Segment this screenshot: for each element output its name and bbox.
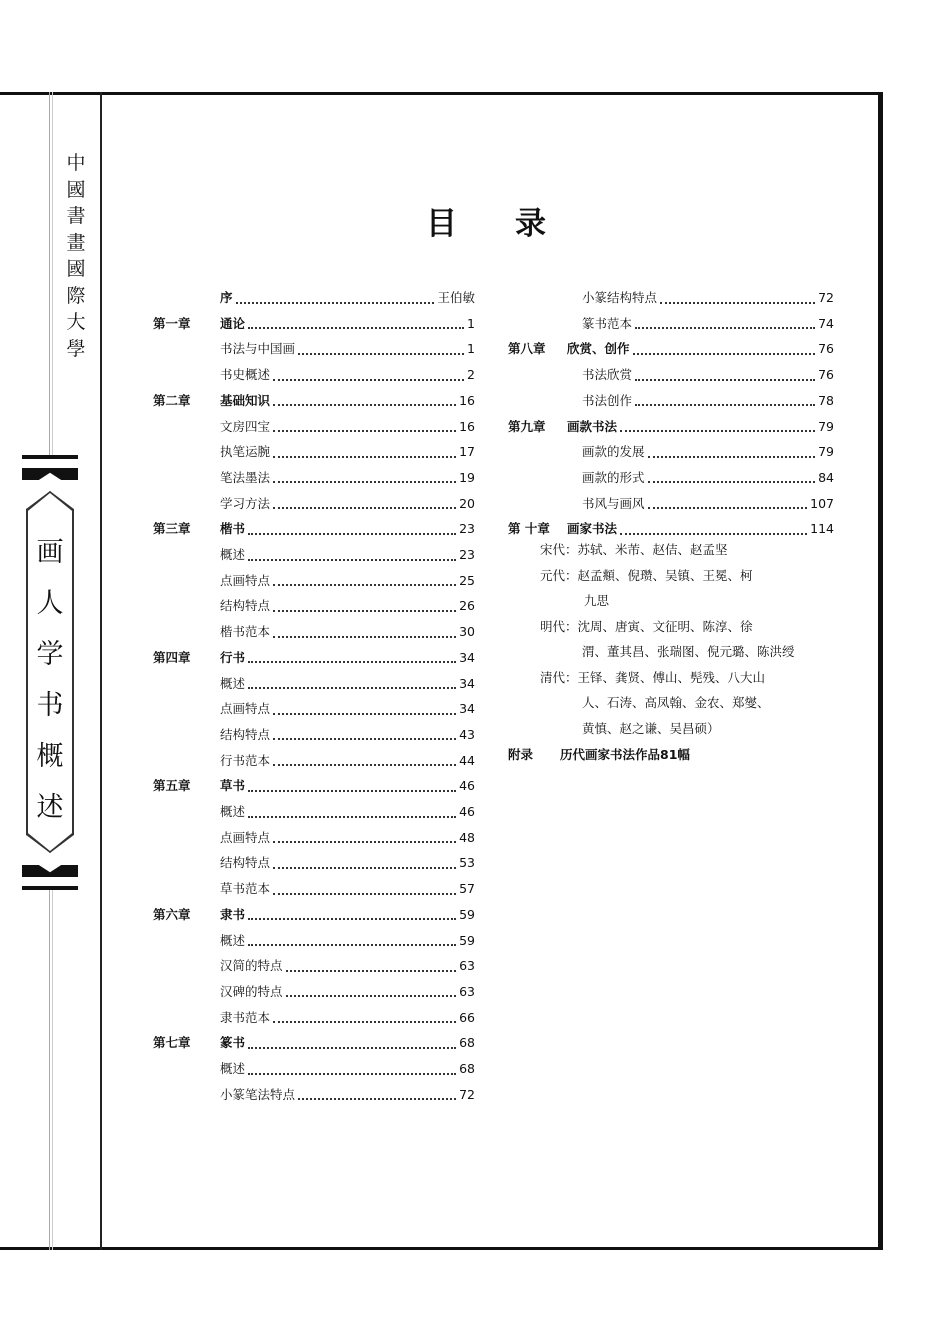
page-number: 72 [459,1086,475,1102]
toc-entry-title: 行书 [220,649,246,665]
chapter-number: 第四章 [153,649,191,665]
toc-entry-title: 结构特点 [220,598,271,614]
toc-entry-title: 画款书法 [567,418,618,434]
leader-dots [633,344,816,355]
book-title-char: 概 [36,741,64,772]
page-number: 107 [810,495,834,511]
toc-entry [508,339,834,359]
toc-entry [153,853,475,873]
toc-entry [508,391,834,411]
toc-entry [153,905,475,925]
toc-entry [153,1008,475,1028]
toc-entry [153,982,475,1002]
margin-divider [100,92,102,1250]
toc-entry-title: 概述 [220,1061,246,1076]
dynasty-line: 人、石涛、高凤翰、金农、郑燮、 [582,695,770,710]
page-number: 68 [459,1061,475,1076]
book-title [26,527,74,833]
page-number: 26 [459,598,475,614]
leader-dots [273,601,456,612]
page-number: 16 [459,392,475,408]
toc-entry-title: 执笔运腕 [220,444,271,460]
toc-entry-title: 草书范本 [220,881,271,897]
leader-dots [248,1064,456,1075]
toc-entry [508,494,834,514]
series-title-char: 際 [66,284,86,307]
page-number: 72 [818,290,834,305]
leader-dots [248,678,456,689]
leader-dots [273,498,456,509]
toc-entry-title: 书风与画风 [582,495,645,511]
chapter-number: 第七章 [153,1035,191,1051]
toc-entry-title: 学习方法 [220,495,271,511]
toc-entry [153,956,475,976]
leader-dots [273,395,456,406]
toc-entry [508,519,834,539]
toc-entry [153,442,475,462]
chapter-number: 第二章 [153,392,191,408]
toc-entry [153,365,475,385]
toc-entry-title: 画家书法 [567,521,618,537]
toc-entry [508,314,834,334]
leader-dots [273,1012,456,1023]
leader-dots [273,627,456,638]
page-number: 66 [459,1009,475,1025]
leader-dots [273,755,456,766]
series-title-char: 學 [66,337,86,360]
leader-dots [273,421,456,432]
toc-entry-title: 序 [220,290,233,305]
toc-entry-title: 楷书范本 [220,624,271,640]
toc-entry-title: 画款的发展 [582,444,645,460]
toc-entry-title: 画款的形式 [582,469,645,485]
leader-dots [648,498,808,509]
toc-entry [153,339,475,359]
dynasty-line: 明代：沈周、唐寅、文征明、陈淳、徐 [540,618,753,634]
page-number: 78 [818,392,834,408]
dynasty-line: 元代：赵孟頫、倪瓒、吴镇、王冕、柯 [540,567,753,583]
toc-entry-title: 隶书范本 [220,1009,271,1025]
dynasty-line: 九思 [584,593,610,608]
page-number: 1 [467,341,475,357]
page-number: 53 [459,855,475,871]
page-number: 王伯敏 [437,290,475,305]
leader-dots [648,472,816,483]
leader-dots [248,1038,456,1049]
chapter-number: 第八章 [508,341,546,357]
leader-dots [635,370,815,381]
leader-dots [286,986,457,997]
page-number: 59 [459,906,475,922]
toc-entry-title: 书法创作 [582,392,633,408]
toc-entry-title: 篆书 [220,1035,246,1051]
toc-entry [153,931,475,951]
leader-dots [648,447,816,458]
page-number: 30 [459,624,475,640]
toc-entry-title: 概述 [220,804,246,819]
leader-dots [248,781,456,792]
toc-entry-title: 概述 [220,932,246,948]
toc-entry [153,417,475,437]
leader-dots [248,550,456,561]
toc-entry-title: 隶书 [220,906,246,922]
page-number: 76 [818,367,834,383]
leader-dots [620,524,807,535]
leader-dots [635,395,815,406]
leader-dots [273,472,456,483]
chapter-number: 第一章 [153,315,191,331]
toc-entry-title: 通论 [220,315,246,331]
cartouche-bottom-bar [22,886,78,890]
toc-entry-title: 汉简的特点 [220,958,283,974]
toc-entry [153,519,475,539]
toc-entry-title: 点画特点 [220,829,271,845]
leader-dots [273,858,456,869]
chapter-number: 第五章 [153,778,191,794]
series-title-char: 國 [66,178,86,201]
toc-entry-title: 行书范本 [220,752,271,768]
page-number: 43 [459,726,475,742]
page-number: 76 [818,341,834,357]
toc-entry [153,622,475,642]
toc-entry-title: 结构特点 [220,855,271,871]
toc-entry-title: 汉碑的特点 [220,983,283,999]
toc-entry [153,571,475,591]
chapter-number: 第三章 [153,521,191,537]
toc-entry-title: 点画特点 [220,701,271,717]
page-number: 59 [459,932,475,948]
book-title-cartouche [22,455,78,890]
toc-entry-title: 书法欣赏 [582,367,633,383]
page-number: 114 [810,521,834,537]
toc-entry-title: 结构特点 [220,726,271,742]
page-number: 16 [459,418,475,434]
leader-dots [273,729,456,740]
toc-entry [153,674,475,694]
toc-entry-title: 点画特点 [220,572,271,588]
toc-entry [153,802,475,822]
toc-entry-title: 书法与中国画 [220,341,296,357]
leader-dots [248,935,456,946]
page-number: 34 [459,649,475,665]
leader-dots [236,293,435,304]
chapter-number: 第九章 [508,418,546,434]
toc-entry-title: 概述 [220,675,246,691]
dynasty-line: 黄慎、赵之谦、吴昌硕） [582,720,720,736]
toc-entry [153,828,475,848]
chapter-number: 第 十章 [508,521,550,537]
cartouche-bottom-ornament [22,865,78,877]
leader-dots [248,524,456,535]
series-title-char: 大 [66,311,86,333]
page-number: 46 [459,778,475,794]
page-number: 74 [818,315,834,331]
series-title-char: 中 [66,152,86,174]
toc-entry-title: 篆书范本 [582,315,633,331]
leader-dots [298,344,464,355]
leader-dots [248,652,456,663]
page-number: 63 [459,958,475,974]
toc-entry [153,494,475,514]
page-number: 17 [459,444,475,460]
book-title-char: 学 [36,639,64,670]
page-number: 25 [459,572,475,588]
leader-dots [660,293,815,304]
page-number: 20 [459,495,475,511]
toc-entry-title: 草书 [220,778,246,794]
appendix-label: 附录 [508,747,534,762]
toc-entry [153,288,475,308]
series-title [64,150,88,362]
dynasty-line: 宋代：苏轼、米芾、赵佶、赵孟坚 [540,542,728,557]
leader-dots [620,421,815,432]
page-number: 46 [459,804,475,819]
toc-entry-title: 基础知识 [220,392,271,408]
toc-entry [153,776,475,796]
toc-entry [153,1085,475,1105]
book-title-char: 画 [36,537,64,568]
toc-entry [508,468,834,488]
page-number: 79 [818,444,834,460]
page-number: 34 [459,701,475,717]
leader-dots [273,832,456,843]
leader-dots [273,884,456,895]
toc-entry [153,391,475,411]
page-number: 23 [459,521,475,537]
page-number: 84 [818,469,834,485]
toc-entry [153,648,475,668]
leader-dots [273,370,464,381]
toc-entry-title: 概述 [220,547,246,562]
series-title-char: 國 [66,258,86,280]
page-number: 79 [818,418,834,434]
toc-entry-title: 书史概述 [220,367,271,383]
page-number: 44 [459,752,475,768]
toc-entry [153,751,475,771]
book-title-char: 书 [36,690,64,721]
toc-entry [153,879,475,899]
dynasty-line: 渭、董其昌、张瑞图、倪元璐、陈洪绶 [582,644,795,659]
chapter-number: 第六章 [153,906,191,922]
page-number: 68 [459,1035,475,1051]
appendix-title: 历代画家书法作品81幅 [560,747,690,762]
toc-entry [508,365,834,385]
leader-dots [298,1089,456,1100]
leader-dots [248,909,456,920]
toc-entry [153,1033,475,1053]
page-number: 63 [459,983,475,999]
leader-dots [273,447,456,458]
toc-entry-title: 欣赏、创作 [567,341,630,357]
cartouche-top-ornament [22,468,78,480]
series-title-char: 畫 [66,231,86,254]
toc-entry-title: 小篆结构特点 [582,290,658,305]
book-title-char: 人 [36,588,64,619]
page-number: 19 [459,469,475,485]
page-number: 2 [467,367,475,383]
page-number: 34 [459,675,475,691]
toc-entry [153,725,475,745]
toc-entry [153,468,475,488]
leader-dots [635,318,815,329]
page-number: 1 [467,315,475,331]
page-number: 57 [459,881,475,897]
toc-entry [508,288,834,308]
series-title-char: 書 [66,205,86,227]
leader-dots [286,961,457,972]
leader-dots [248,318,464,329]
dynasty-line: 清代：王铎、龚贤、傅山、髡残、八大山 [540,669,766,685]
toc-entry [508,417,834,437]
leader-dots [273,575,456,586]
page-number: 23 [459,547,475,562]
cartouche-top-bar [22,455,78,459]
page-title: 目录 [426,206,604,242]
leader-dots [248,807,456,818]
toc-entry [153,1059,475,1079]
toc-entry [153,596,475,616]
page-number: 48 [459,829,475,845]
book-title-char: 述 [36,792,64,823]
toc-entry [153,545,475,565]
toc-entry [508,442,834,462]
toc-entry-title: 文房四宝 [220,418,271,434]
toc-entry [153,314,475,334]
toc-entry-title: 楷书 [220,521,246,537]
leader-dots [273,704,456,715]
toc-entry-title: 笔法墨法 [220,469,271,485]
toc-entry [153,699,475,719]
toc-entry-title: 小篆笔法特点 [220,1086,296,1102]
